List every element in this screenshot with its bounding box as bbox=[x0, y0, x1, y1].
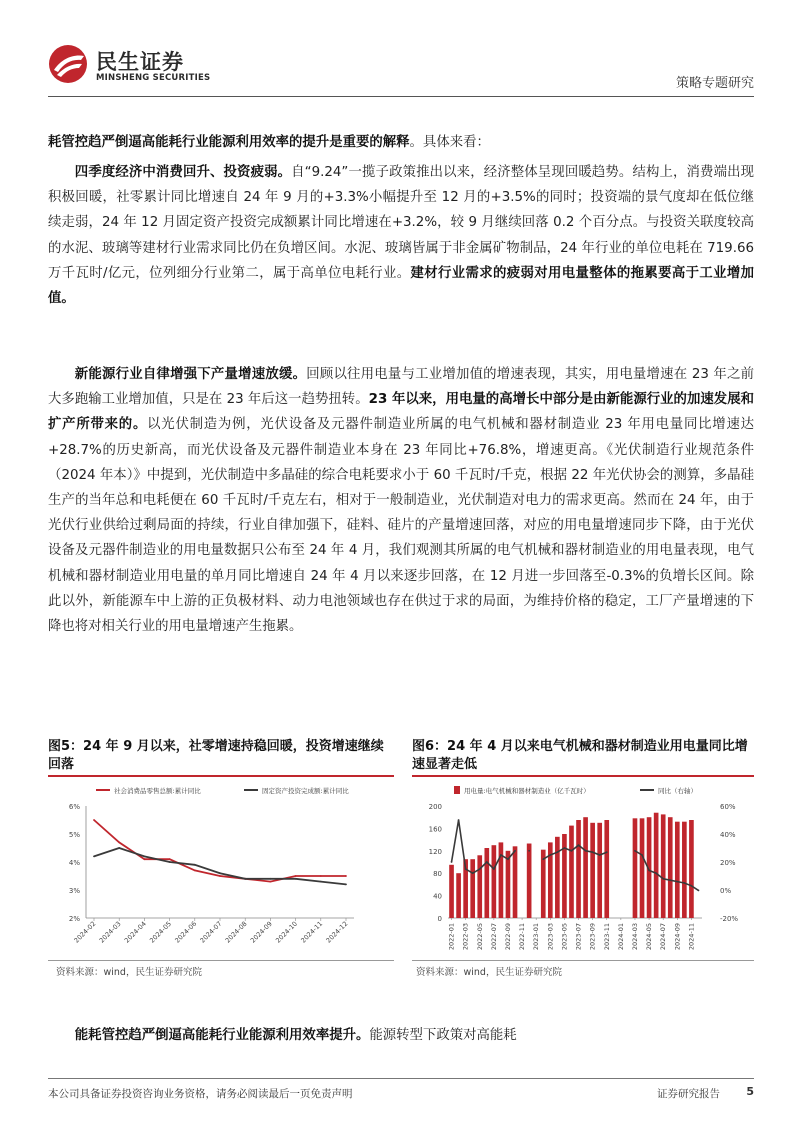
yoy-line-segment-2 bbox=[543, 845, 607, 859]
y-left-tick-label: 80 bbox=[433, 870, 442, 879]
para3-text: 能源转型下政策对高能耗 bbox=[369, 1028, 517, 1043]
bar-8 bbox=[506, 851, 511, 918]
bar-1 bbox=[456, 873, 461, 918]
data-point-1-4 bbox=[194, 864, 196, 866]
figure6-title: 图6：24 年 4 月以来电气机械和器材制造业用电量同比增速显著走低 bbox=[412, 739, 748, 772]
data-point-1-10 bbox=[345, 884, 347, 886]
bar-19 bbox=[583, 817, 588, 918]
x-tick-label: 2024-11 bbox=[299, 919, 325, 945]
figure6-top-rule bbox=[412, 775, 754, 777]
bar-31 bbox=[668, 817, 673, 918]
bar-26 bbox=[633, 818, 638, 918]
data-point-0-5 bbox=[219, 875, 221, 877]
legend-label-0: 社会消费品零售总额:累计同比 bbox=[114, 787, 201, 795]
y-right-tick-label: -20% bbox=[720, 915, 739, 923]
y-left-tick-label: 120 bbox=[428, 847, 442, 856]
yoy-line-segment-0 bbox=[452, 820, 516, 873]
y-tick-label: 3% bbox=[68, 887, 80, 895]
bar-17 bbox=[569, 826, 574, 918]
figure5-bottom-rule bbox=[48, 960, 394, 961]
x-tick-label: 2024-02 bbox=[72, 919, 98, 945]
figure5-title: 图5：24 年 9 月以来，社零增速持稳回暖，投资增速继续回落 bbox=[48, 739, 384, 772]
para1-body: 自“9.24”一揽子政策推出以来，经济整体呈现回暖趋势。结构上，消费端出现积极回暖，社零累计同比增速自 24 年 9 月的+3.3%小幅提升至 12 月的+3.5%的同时；投资端的景气度却在低位继续走弱，24 年 12 月固定资产投资完成额累计同比增速在+3.2%，较 9 月继续回落 0.2 个百分点。与投资关联度较高的水泥、玻璃等建材行业需求同比仍在负增区间。水泥、玻璃皆属于非金属矿物制品，24 年行业的单位电耗在 719.66 万千瓦时/亿元，位列细分行业第二，属于高单位电耗行业。 bbox=[48, 165, 755, 281]
x-tick-label: 2024-09 bbox=[673, 923, 682, 951]
bar-15 bbox=[555, 837, 560, 918]
bar-16 bbox=[562, 834, 567, 918]
logo-chinese-name: 民生证券 bbox=[96, 50, 184, 74]
data-point-1-1 bbox=[118, 847, 120, 849]
bar-20 bbox=[590, 823, 595, 918]
data-point-1-0 bbox=[93, 856, 95, 858]
x-tick-label: 2024-05 bbox=[645, 923, 654, 951]
y-tick-label: 5% bbox=[68, 831, 80, 839]
bar-0 bbox=[449, 865, 454, 918]
data-point-1-3 bbox=[169, 861, 171, 863]
bar-33 bbox=[682, 822, 687, 918]
y-left-tick-label: 200 bbox=[428, 803, 442, 811]
data-point-0-8 bbox=[295, 875, 297, 877]
footer-divider bbox=[48, 1078, 754, 1079]
x-tick-label: 2024-10 bbox=[274, 919, 300, 945]
intro-text: 。具体来看： bbox=[409, 135, 490, 150]
x-tick-label: 2022-05 bbox=[475, 923, 484, 951]
x-tick-label: 2023-09 bbox=[588, 923, 597, 951]
bar-9 bbox=[513, 846, 518, 918]
yoy-point-11 bbox=[528, 850, 530, 852]
series-line-1 bbox=[94, 848, 346, 884]
bar-3 bbox=[470, 859, 475, 918]
paragraph-energy-control bbox=[48, 1023, 754, 1048]
x-tick-label: 2023-05 bbox=[560, 923, 569, 951]
bar-22 bbox=[604, 820, 609, 918]
data-point-0-10 bbox=[345, 875, 347, 877]
bar-7 bbox=[499, 842, 504, 918]
x-tick-label: 2022-11 bbox=[518, 923, 527, 951]
x-tick-label: 2022-09 bbox=[503, 923, 512, 951]
legend-label-bar: 用电量:电气机械和器材制造业（亿千瓦时） bbox=[464, 787, 590, 795]
yoy-line-segment-5 bbox=[635, 851, 699, 891]
data-point-1-6 bbox=[244, 878, 246, 880]
para1-conclusion: 建材行业需求的疲弱对用电量整体的拖累要高于工业增加值。 bbox=[48, 265, 754, 307]
x-tick-label: 2024-03 bbox=[630, 923, 639, 951]
para2-body1: 回顾以往用电量与工业增加值的增速表现，其实，用电量增速在 23 年之前大多跑输工业增加值，只是在 23 年后这一趋势扭转。 bbox=[48, 367, 754, 408]
figure6-bottom-rule bbox=[412, 960, 754, 961]
legend-swatch-bar bbox=[454, 786, 460, 794]
x-tick-label: 2024-05 bbox=[148, 919, 174, 945]
figure5-top-rule bbox=[48, 775, 394, 777]
data-point-1-8 bbox=[295, 878, 297, 880]
data-point-1-9 bbox=[320, 881, 322, 883]
bar-32 bbox=[675, 822, 680, 918]
paragraph-new-energy bbox=[48, 362, 754, 639]
x-tick-label: 2024-03 bbox=[97, 919, 123, 945]
x-tick-label: 2024-01 bbox=[616, 923, 625, 951]
x-tick-label: 2023-11 bbox=[602, 923, 611, 951]
para2-body2: 以光伏制造为例，光伏设备及元器件制造业所属的电气机械和器材制造业 23 年用电量同比增速达+28.7%的历史新高，而光伏设备及元器件制造业本身在 23 年同比+76.8%，增速更高。《光伏制造行业规范条件（2024 年本）》中提到，光伏制造中多晶硅的综合电耗要求小于 60 千瓦时/千克，根据 22 年光伏协会的测算，多晶硅生产的当年总和电耗便在 60 千瓦时/千克左右，相对于一般制造业，光伏制造对电力的需求更高。然而在 24 年，由于光伏行业供给过剩局面的持续，行业自律加强下，硅料、硅片的产量增速回落，对应的用电量增速同步下降，由于光伏设备及元器件制造业的用电量数据只公布至 24 年 4 月，我们观测其所属的电气机械和器材制造业的用电量表现，电气机械和器材制造业用电量的单月同比增速自 24 年 4 月以来逐步回落，在 12 月进一步回落至-0.3%的负增长区间。除此以外，新能源车中上游的正负极材料、动力电池领域也存在供过于求的局面，为维持价格的稳定，工厂产量增速的下降也将对相关行业的用电量增速产生拖累。 bbox=[48, 417, 754, 635]
minsheng-logo-icon bbox=[48, 44, 88, 84]
x-tick-label: 2023-03 bbox=[546, 923, 555, 951]
x-tick-label: 2022-01 bbox=[447, 923, 456, 951]
figure5-line-chart bbox=[48, 778, 394, 960]
data-point-0-1 bbox=[118, 842, 120, 844]
header-divider bbox=[48, 96, 754, 97]
data-point-1-5 bbox=[219, 872, 221, 874]
figure6-bar-line-chart bbox=[412, 778, 754, 960]
bar-27 bbox=[640, 818, 645, 918]
y-right-tick-label: 60% bbox=[720, 803, 736, 811]
data-point-0-4 bbox=[194, 870, 196, 872]
page-number: 5 bbox=[746, 1085, 754, 1098]
bar-11 bbox=[527, 844, 532, 918]
y-right-tick-label: 40% bbox=[720, 831, 736, 839]
x-tick-label: 2022-03 bbox=[461, 923, 470, 951]
y-tick-label: 6% bbox=[68, 803, 80, 811]
bar-6 bbox=[492, 845, 497, 918]
x-tick-label: 2024-08 bbox=[223, 919, 249, 945]
x-tick-label: 2024-07 bbox=[198, 919, 224, 945]
legend-label-line: 同比（右轴） bbox=[658, 787, 697, 795]
paragraph-consumption-investment bbox=[48, 160, 754, 311]
intro-bold: 耗管控趋严倒逼高能耗行业能源利用效率的提升是重要的解释 bbox=[48, 135, 410, 150]
para2-lead: 新能源行业自律增强下产量增速放缓。 bbox=[74, 367, 307, 382]
bar-21 bbox=[597, 823, 602, 918]
bar-18 bbox=[576, 820, 581, 918]
x-tick-label: 2023-07 bbox=[574, 923, 583, 951]
data-point-0-9 bbox=[320, 875, 322, 877]
data-point-0-2 bbox=[144, 858, 146, 860]
x-tick-label: 2024-12 bbox=[324, 919, 350, 945]
legend-label-1: 固定资产投资完成额:累计同比 bbox=[262, 787, 349, 795]
footer-report-label: 证券研究报告 bbox=[657, 1088, 720, 1100]
footer-disclaimer: 本公司具备证券投资咨询业务资格，请务必阅读最后一页免责声明 bbox=[48, 1088, 353, 1100]
data-point-1-7 bbox=[270, 878, 272, 880]
x-tick-label: 2024-04 bbox=[122, 919, 148, 945]
bar-34 bbox=[689, 820, 694, 918]
y-right-tick-label: 20% bbox=[720, 859, 736, 867]
figure6-source: 资料来源：wind，民生证券研究院 bbox=[416, 967, 562, 978]
figure5-source: 资料来源：wind，民生证券研究院 bbox=[56, 967, 202, 978]
data-point-0-3 bbox=[169, 858, 171, 860]
x-tick-label: 2024-09 bbox=[248, 919, 274, 945]
y-left-tick-label: 40 bbox=[433, 892, 442, 901]
report-type-label: 策略专题研究 bbox=[675, 76, 754, 91]
bar-4 bbox=[477, 855, 482, 918]
logo-english-name: MINSHENG SECURITIES bbox=[96, 73, 211, 83]
y-left-tick-label: 160 bbox=[428, 825, 442, 834]
y-left-tick-label: 0 bbox=[437, 915, 442, 923]
bar-5 bbox=[484, 848, 489, 918]
x-tick-label: 2024-07 bbox=[659, 923, 668, 951]
y-tick-label: 2% bbox=[68, 915, 80, 923]
bar-29 bbox=[654, 813, 659, 918]
y-right-tick-label: 0% bbox=[720, 887, 732, 895]
page-header bbox=[0, 0, 802, 100]
y-tick-label: 4% bbox=[68, 859, 80, 867]
intro-paragraph bbox=[48, 130, 754, 155]
data-point-0-0 bbox=[93, 819, 95, 821]
para1-lead: 四季度经济中消费回升、投资疲弱。 bbox=[74, 165, 292, 180]
data-point-0-7 bbox=[270, 881, 272, 883]
x-tick-label: 2023-01 bbox=[532, 923, 541, 951]
x-tick-label: 2024-11 bbox=[687, 923, 696, 951]
x-tick-label: 2024-06 bbox=[173, 919, 199, 945]
x-tick-label: 2022-07 bbox=[489, 923, 498, 951]
data-point-1-2 bbox=[144, 856, 146, 858]
para2-bold2: 23 年以来，用电量的高增长中部分是由新能源行业的加速发展和扩产所带来的。 bbox=[48, 392, 754, 433]
bar-30 bbox=[661, 814, 666, 918]
para3-bold: 能耗管控趋严倒逼高能耗行业能源利用效率提升。 bbox=[74, 1028, 370, 1043]
